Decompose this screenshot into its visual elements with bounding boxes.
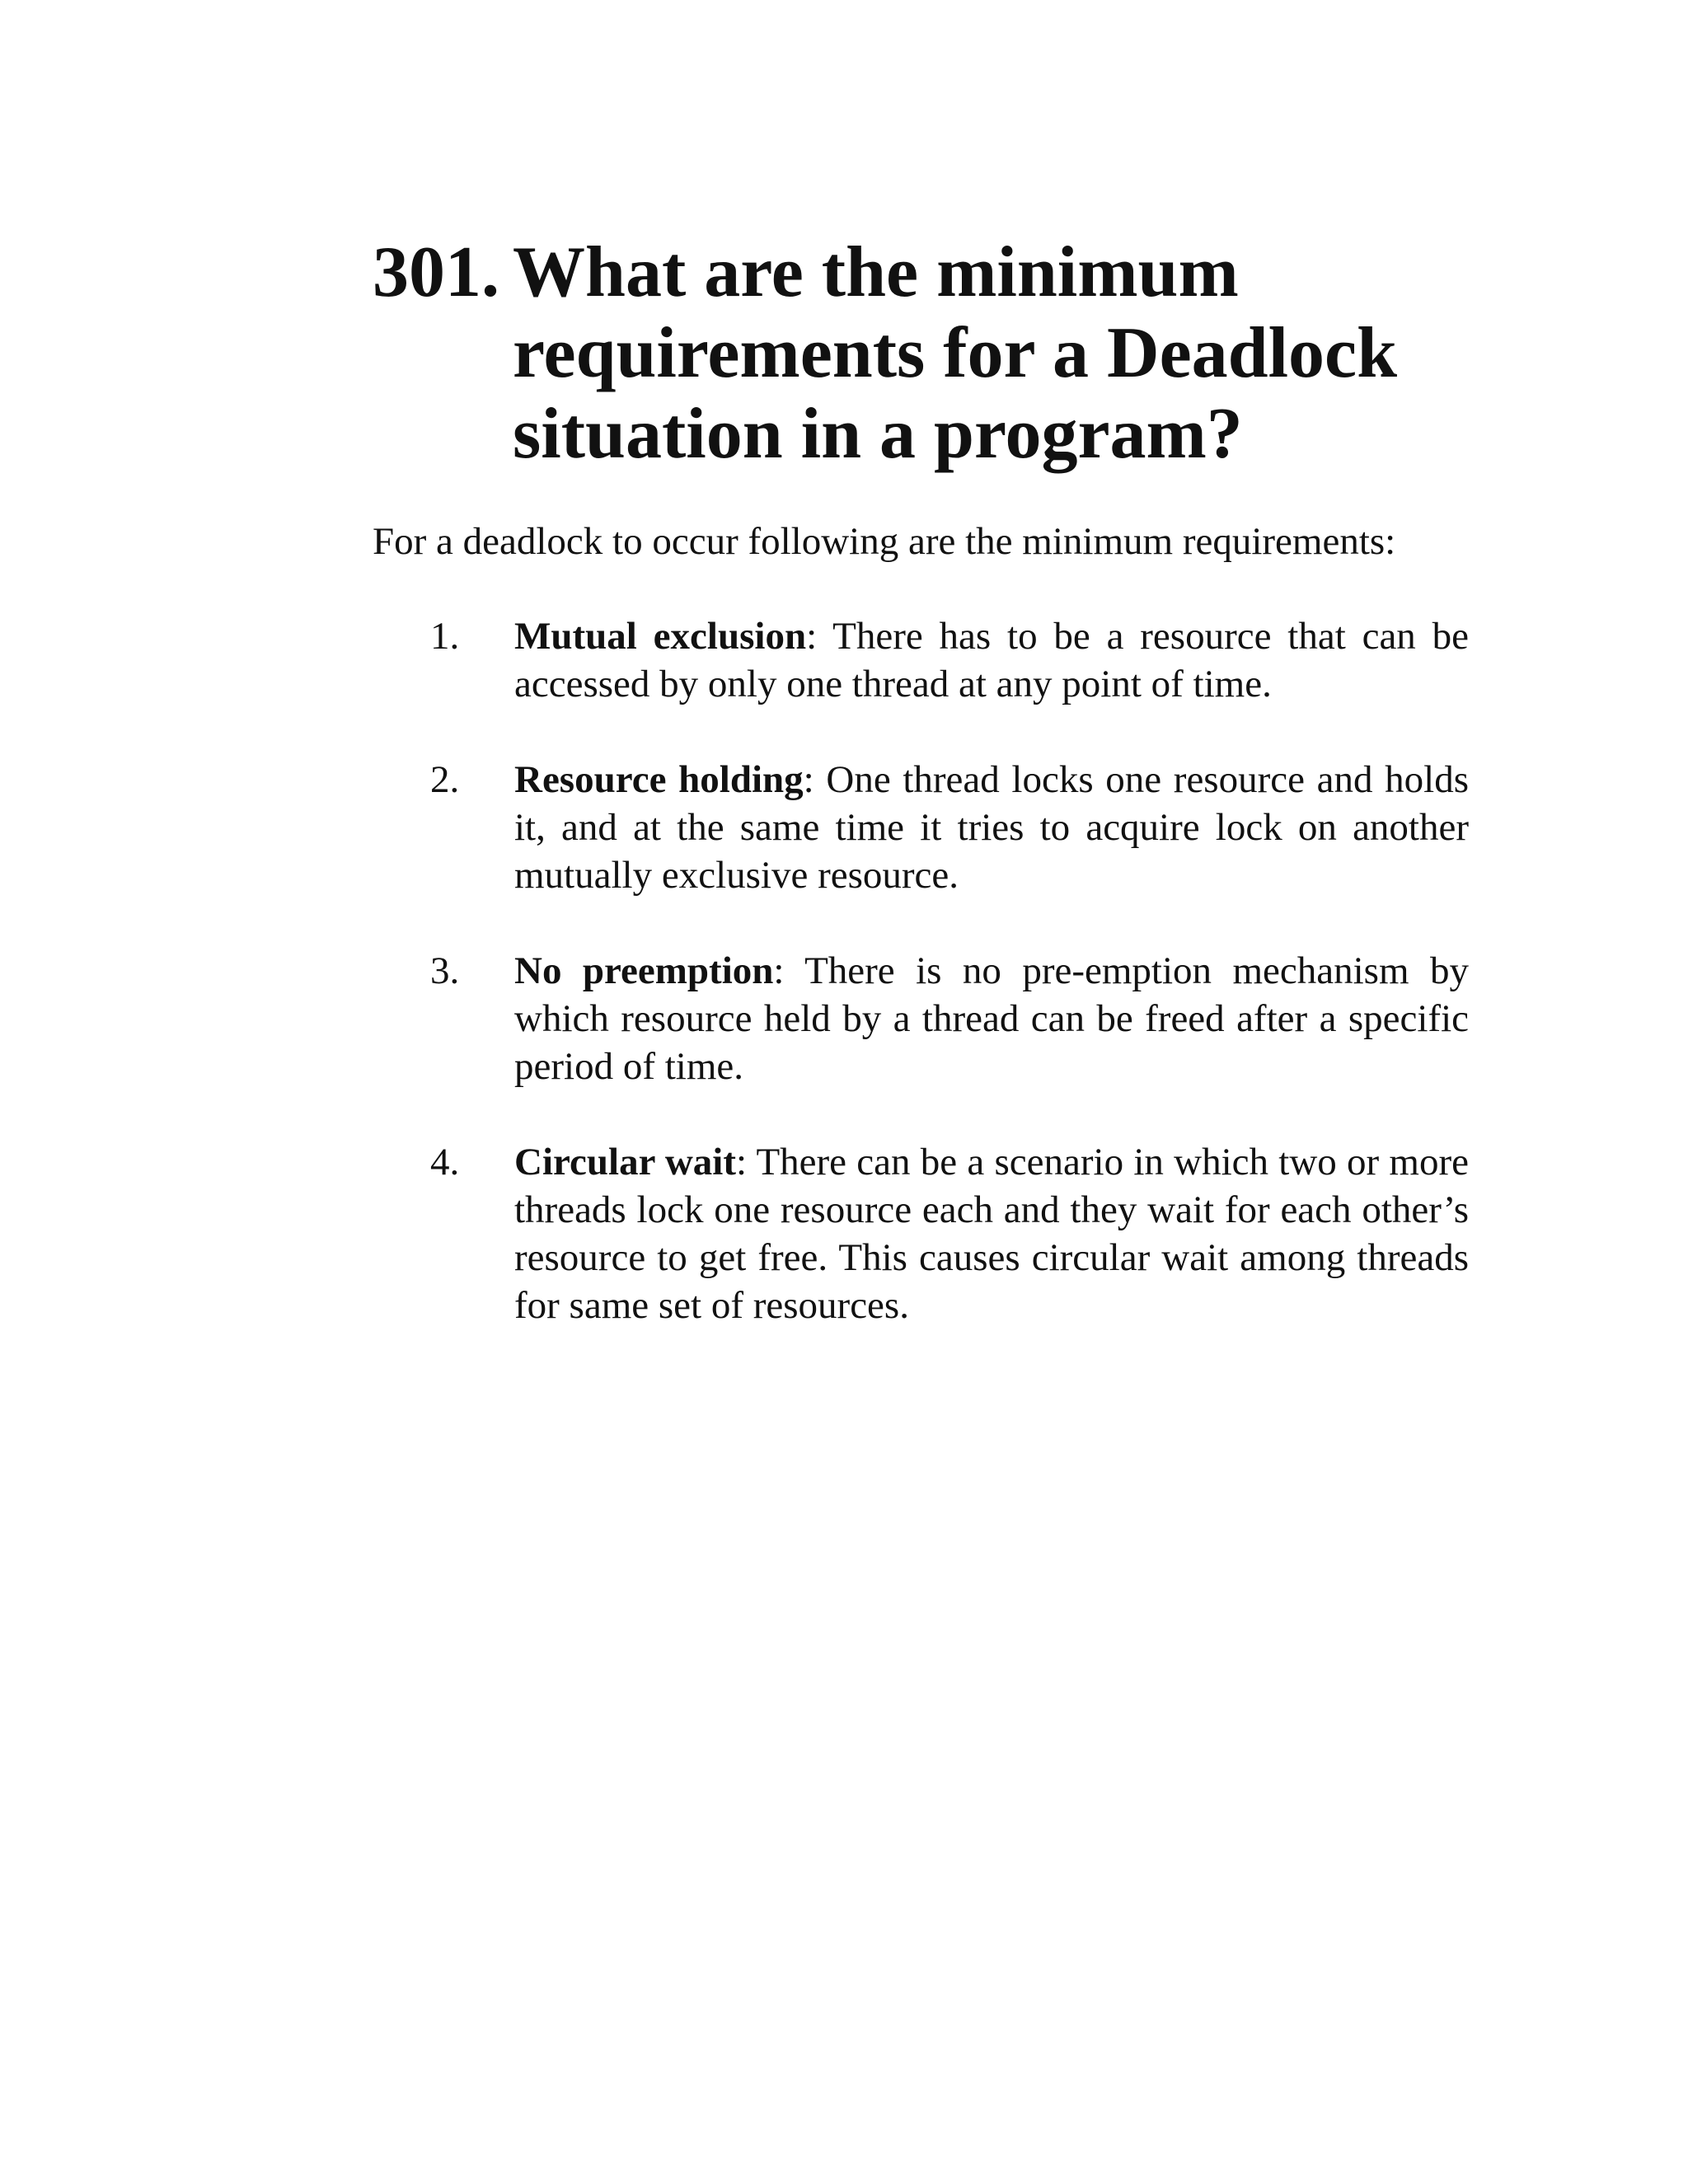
- requirements-list: [373, 612, 1469, 1377]
- list-item-term: Mutual exclusion: [514, 615, 807, 658]
- list-item-number: 1.: [430, 615, 460, 658]
- list-item-description: : One thread locks one resource and holds it, and at the same time it tries to acquire lock on another mutually exclusive resource.: [514, 758, 1469, 897]
- list-item-body: [514, 947, 1469, 1090]
- list-item-number: 2.: [430, 758, 460, 801]
- list-item-term: Circular wait: [514, 1141, 736, 1183]
- list-item-description: : There can be a scenario in which two or more threads lock one resource each and they wait for each other’s resource to get free. This causes circular wait among threads for same set of resources.: [514, 1141, 1470, 1327]
- list-item-term: Resource holding: [514, 758, 804, 801]
- list-item-number: 3.: [430, 949, 460, 992]
- list-item: [373, 1138, 1469, 1329]
- question-text: What are the minimum requirements for a Deadlock situation in a program?: [513, 232, 1398, 474]
- list-item: [373, 947, 1469, 1090]
- list-item-description: : There is no pre-emption mechanism by which resource held by a thread can be freed after a specific period of time.: [514, 949, 1469, 1088]
- list-item-term: No preemption: [514, 949, 774, 992]
- list-item: [373, 612, 1469, 708]
- intro-paragraph: For a deadlock to occur following are the minimum requirements:: [373, 520, 1396, 563]
- question-heading: [373, 232, 1493, 475]
- list-item-body: [514, 756, 1469, 899]
- list-item-number: 4.: [430, 1141, 460, 1183]
- list-item-body: [514, 1138, 1469, 1329]
- list-item: [373, 756, 1469, 899]
- list-item-body: [514, 612, 1469, 708]
- list-item-description: : There has to be a resource that can be accessed by only one thread at any point of time.: [514, 615, 1469, 705]
- question-number: 301.: [373, 232, 499, 312]
